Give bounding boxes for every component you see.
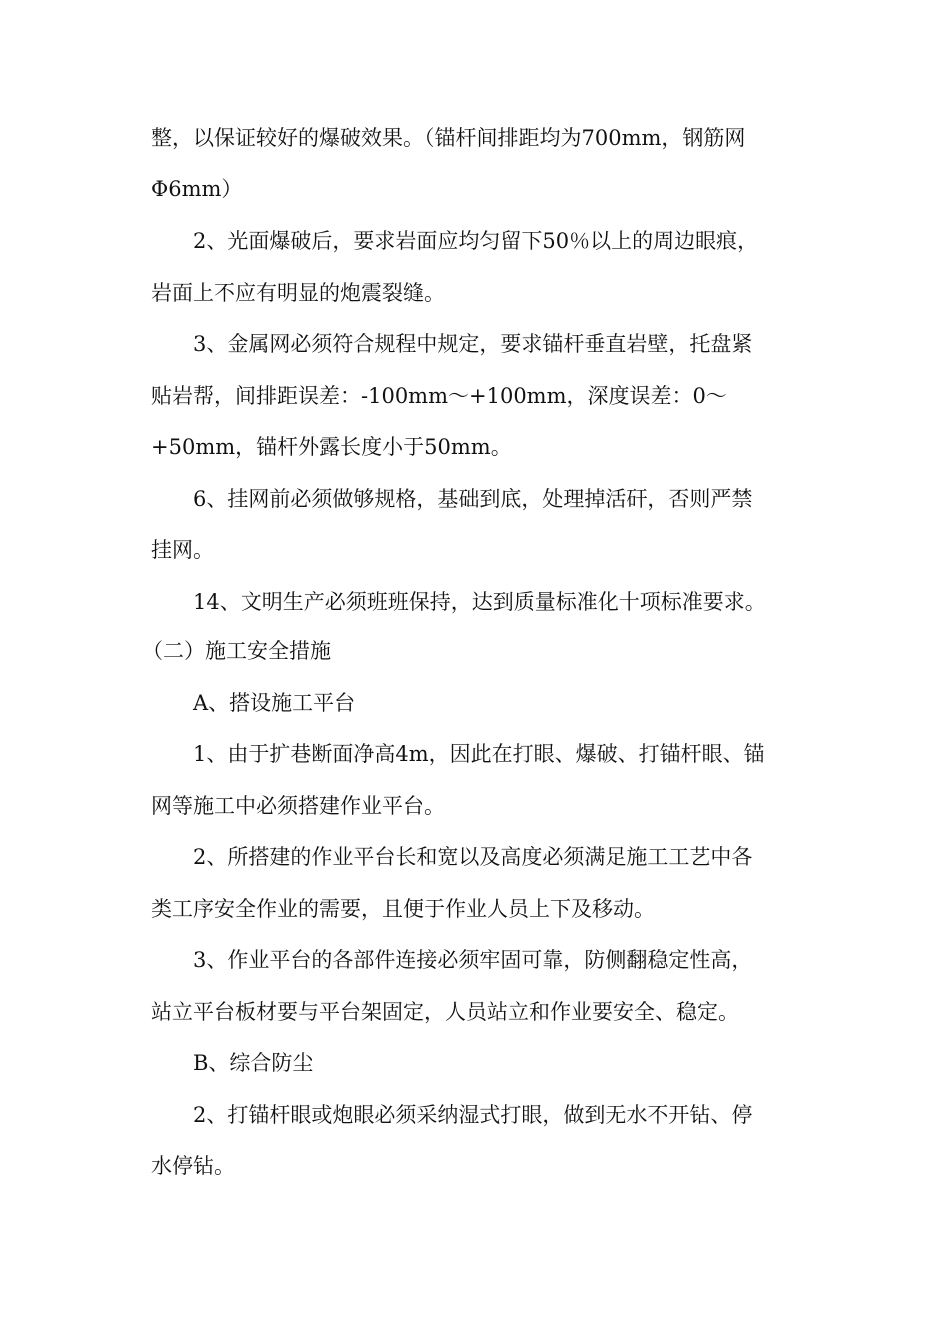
text-line: 2、所搭建的作业平台长和宽以及高度必须满足施工工艺中各 <box>193 845 753 869</box>
text-line: 整，以保证较好的爆破效果。（锚杆间排距均为700mm，钢筋网 <box>151 126 746 150</box>
text-line: 站立平台板材要与平台架固定，人员站立和作业要安全、稳定。 <box>151 1000 739 1024</box>
text-line: +50mm，锚杆外露长度小于50mm。 <box>151 435 512 459</box>
text-line: 6、挂网前必须做够规格，基础到底，处理掉活矸，否则严禁 <box>193 487 753 511</box>
text-line: 3、金属网必须符合规程中规定，要求锚杆垂直岩壁，托盘紧 <box>193 332 753 356</box>
section-heading: （二）施工安全措施 <box>142 639 331 663</box>
text-line: 贴岩帮，间排距误差：-100mm～+100mm，深度误差：0～ <box>151 384 727 408</box>
text-line: 2、光面爆破后，要求岩面应均匀留下50％以上的周边眼痕， <box>193 229 759 253</box>
text-line: 类工序安全作业的需要，且便于作业人员上下及移动。 <box>151 897 655 921</box>
text-line: 2、打锚杆眼或炮眼必须采纳湿式打眼，做到无水不开钻、停 <box>193 1103 753 1127</box>
text-line: Φ6mm） <box>151 177 243 201</box>
text-line: 水停钻。 <box>151 1154 235 1178</box>
text-line: 1、由于扩巷断面净高4m，因此在打眼、爆破、打锚杆眼、锚 <box>193 742 765 766</box>
subsection-heading: A、搭设施工平台 <box>193 691 356 715</box>
text-line: 3、作业平台的各部件连接必须牢固可靠，防侧翻稳定性高， <box>193 948 753 972</box>
text-line: 挂网。 <box>151 538 214 562</box>
subsection-heading: B、综合防尘 <box>193 1051 314 1075</box>
text-line: 网等施工中必须搭建作业平台。 <box>151 794 445 818</box>
text-line: 岩面上不应有明显的炮震裂缝。 <box>151 281 445 305</box>
text-line: 14、文明生产必须班班保持，达到质量标准化十项标准要求。 <box>193 590 766 614</box>
